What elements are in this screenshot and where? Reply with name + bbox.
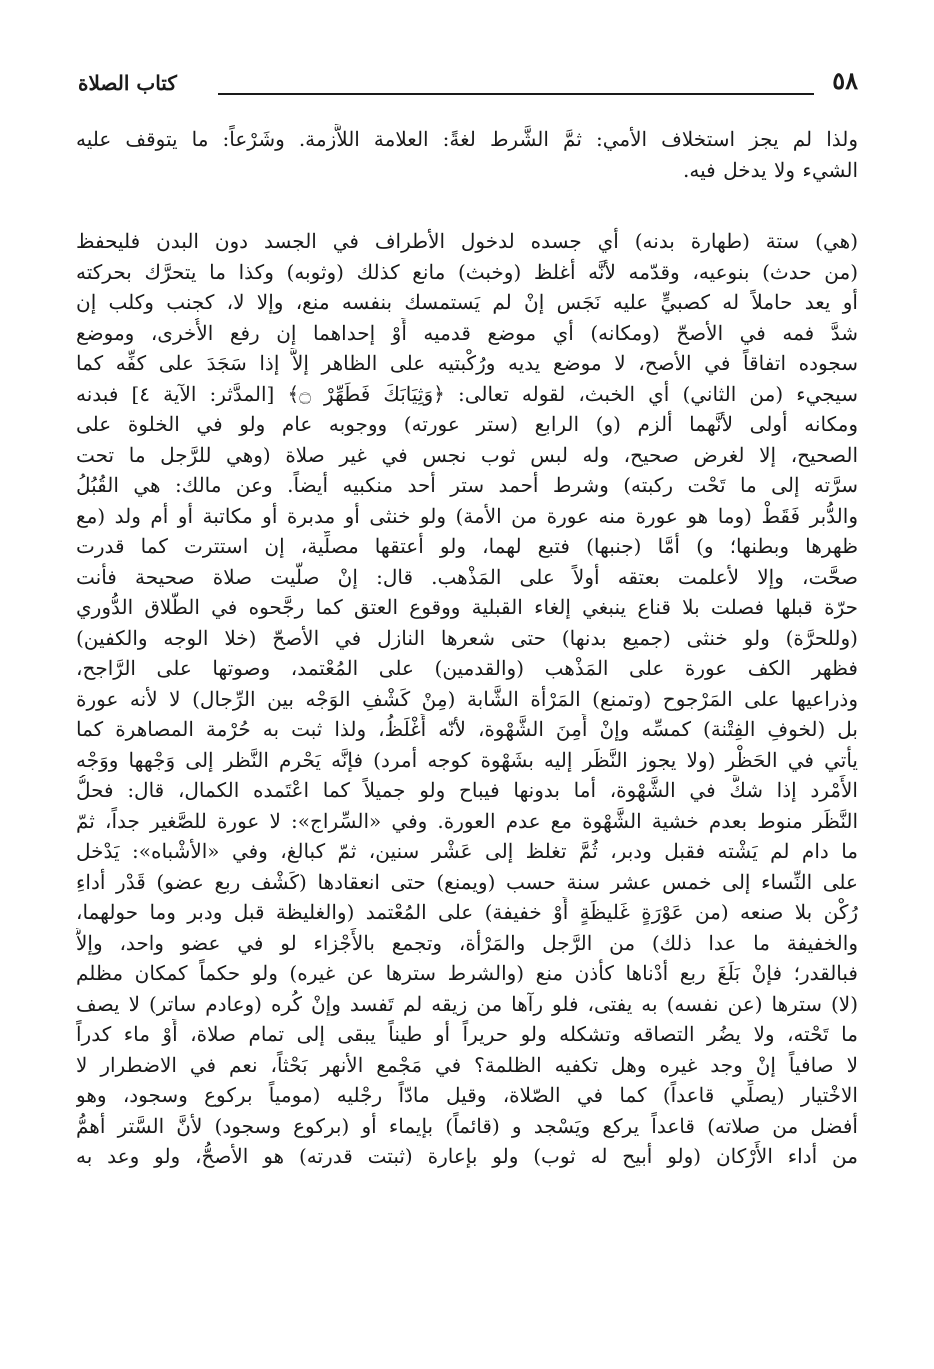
text-line: والدُّبر فَقَطْ (وما هو عورة منه عورة من الأمة) ولو خنثى أو مدبرة أو مكاتبة أو أم ولد (مع: [76, 503, 858, 528]
text-line: من أداء الأَرْكان (ولو أبيح له ثوب) ولو بإعارة (ثبتت قدرته) هو الأصحُّ، ولو وعد به: [76, 1144, 858, 1168]
header-rule: [218, 93, 814, 95]
text-line: ولذا لم يجز استخلاف الأمي: ثمَّ الشَّرط لغةً: العلامة اللاَّزمة. وشَرْعاً: ما يتوقف عليه: [76, 127, 858, 151]
text-line: (من حدث) بنوعيه، وقدّمه لأنَّه أغلظ (وخبث) مانع كذلك (وثوبه) وكذا ما يتحرَّك بحركته: [76, 259, 858, 284]
text-line: فبالقدر؛ فإنْ بَلَغَ ربع أدْناها كأذن منع (والشرط سترها عن غيره) ولو حكماً كمكان مظلم: [76, 961, 858, 985]
text-line: ما تَحْته، ولا يضُر التصاقه وتشكله ولو حريراً أو طيناً يبقى إلى تمام صلاة، أَوْ ماء كدراً: [76, 1022, 858, 1046]
paragraph-main: [76, 226, 858, 1172]
text-line: والخفيفة ما عدا ذلك) من الرَّجل والمَرْأة، وتجمع بالأَجْزاء لو في عضو واحد، وإلاَّ: [76, 930, 858, 955]
text-line: رُكْن بلا صنعه (من عَوْرَةٍ غَليظَةٍ أَوْ خفيفة) على المُعْتمد (والغليظة قبل ودبر وما حولهما،: [76, 900, 858, 924]
text-line: سرَّته إلى ما تَحْت ركبته) وشرط أحمد ستر أحد منكبيه أيضاً. وعن مالك: هي القُبُلُ: [76, 473, 858, 497]
text-line: الشيء ولا يدخل فيه.: [683, 157, 858, 182]
text-line: سجوده اتفاقاً في الأصح، لا موضع يديه ورُكْبتيه على الظاهر إلاَّ إذا سَجَدَ على كفِّه كما: [76, 351, 858, 375]
text-line: أو يعد حاملاً له كصبيٍّ عليه نَجَس إنْ لم يَستمسك بنفسه منع، وإلا لا، كجنب وكلب إن: [76, 290, 858, 314]
text-line: أفضل من صلاته) قاعداً يركع ويَسْجد و (قائماً) بإيماء أو (بركوع وسجود) لأنَّ السَّتر أهمُّ: [76, 1113, 858, 1138]
text-line: الاخْتيار (يصلِّي قاعداً) كما في الصّلاة، وقيل مادّاً رجْليه (مومياً بركوع وسجود، وهو: [76, 1083, 858, 1107]
text-line: بل (لخوفِ الفِتْنة) كمسِّه وإنْ أَمِنَ الشَّهْوة، لأنّه أَغْلَظُ، ولذا ثبت به حُرْمة المصاهرة كما: [76, 717, 858, 741]
text-line: الأَمْرد إذا شكَّ في الشَّهْوة، أما بدونها فيباح ولو جميلاً كما اعْتَمده الكمال، قال: فحلُّ: [76, 778, 858, 802]
page-header: [78, 66, 858, 106]
text-line: على النِّساء إلى خمس عشر سنة حسب (ويمنع) حتى انعقادها (كَشْف ربع عضو) قَدْر أداءِ: [76, 869, 858, 894]
text-line: فظهر الكف عورة على المَذْهب (والقدمين) على المُعْتمد، وصوتها على الرَّاجح،: [76, 656, 858, 680]
text-line: ما دام لم يَشْته فقبل ودبر، ثُمَّ تغلظ إلى عَشْر سنين، ثمّ كبالغ، وفي «الأشْباه»: يَدْخل: [76, 839, 858, 863]
text-line: وذراعيها على المَرْجوح (وتمنع) المَرْأة الشَّابة (مِنْ كَشْفِ الوَجْه بين الرِّجال) لا لأنه عورة: [76, 686, 858, 711]
text-line: يأتي في الحَظْر (ولا يجوز النَّظَر إليه بشَهْوة كوجه أمرد) فإنَّه يَحْرم النَّظر إلى وَجْهها ووَجْه: [76, 747, 858, 772]
text-line: (وللحرَّة) ولو خنثى (جميع بدنها) حتى شعرها النازل في الأصحّ (خلا الوجه والكفين): [76, 625, 858, 650]
text-line: (هي) ستة (طهارة بدنه) أي جسده لدخول الأطراف في الجسد دون البدن فليحفظ: [76, 229, 858, 253]
text-line: (لا) سترها (عن نفسه) به يفتى، فلو رآها من زيقه لم تَفسد وإنْ كُره (وعادم ساتر) لا يصف: [76, 991, 858, 1016]
book-title: كتاب الصلاة: [78, 71, 177, 95]
text-line: لا صافياً إنْ وجد غيره وهل تكفيه الظلمة؟ في مَجْمع الأنهر بَحْثاً، نعم في الاضطرار لا: [76, 1052, 858, 1077]
page-number: ٥٨: [832, 66, 858, 95]
text-line: سيجيء (من الثاني) أي الخبث، لقوله تعالى: ﴿وَثِيَابَكَ فَطَهِّرْ ۝﴾ [المدَّثر: الآية ٤] فبدنه: [76, 381, 858, 406]
text-line: النَّظَر منوط بعدم خشية الشَّهْوة مع عدم العورة. وفي «السِّراج»: لا عورة للصَّغير جداً، ثمّ: [76, 808, 858, 833]
text-line: صحَّت، وإلا لأعلمت بعتقه أولاً على المَذْهب. قال: إنْ صلَّيت صلاة صحيحة فأنت: [76, 564, 858, 589]
paragraph-intro: [76, 124, 858, 185]
text-line: ظهرها وبطنها؛ و) أمَّا (جنبها) فتبع لهما، ولو أعتقها مصلِّية، إن استترت كما قدرت: [76, 534, 858, 558]
text-line: حرّة قبلها فصلت بلا قناع ينبغي إلغاء القبلية ووقوع العتق كما رجَّحوه في الطَّلاق الدُّوري: [76, 595, 858, 619]
text-line: ومكانه أولى لأنَّهما ألزم (و) الرابع (ستر عورته) ووجوبه عام ولو في الخلوة على: [76, 412, 858, 436]
text-line: الصحيح، إلا لغرض صحيح، وله لبس ثوب نجس في غير صلاة (وهي للرَّجل ما تحت: [76, 442, 858, 467]
text-line: شدَّ فمه في الأصحّ (ومكانه) أي موضع قدميه أَوْ إحداهما إن رفع الأُخرى، وموضع: [76, 320, 858, 345]
